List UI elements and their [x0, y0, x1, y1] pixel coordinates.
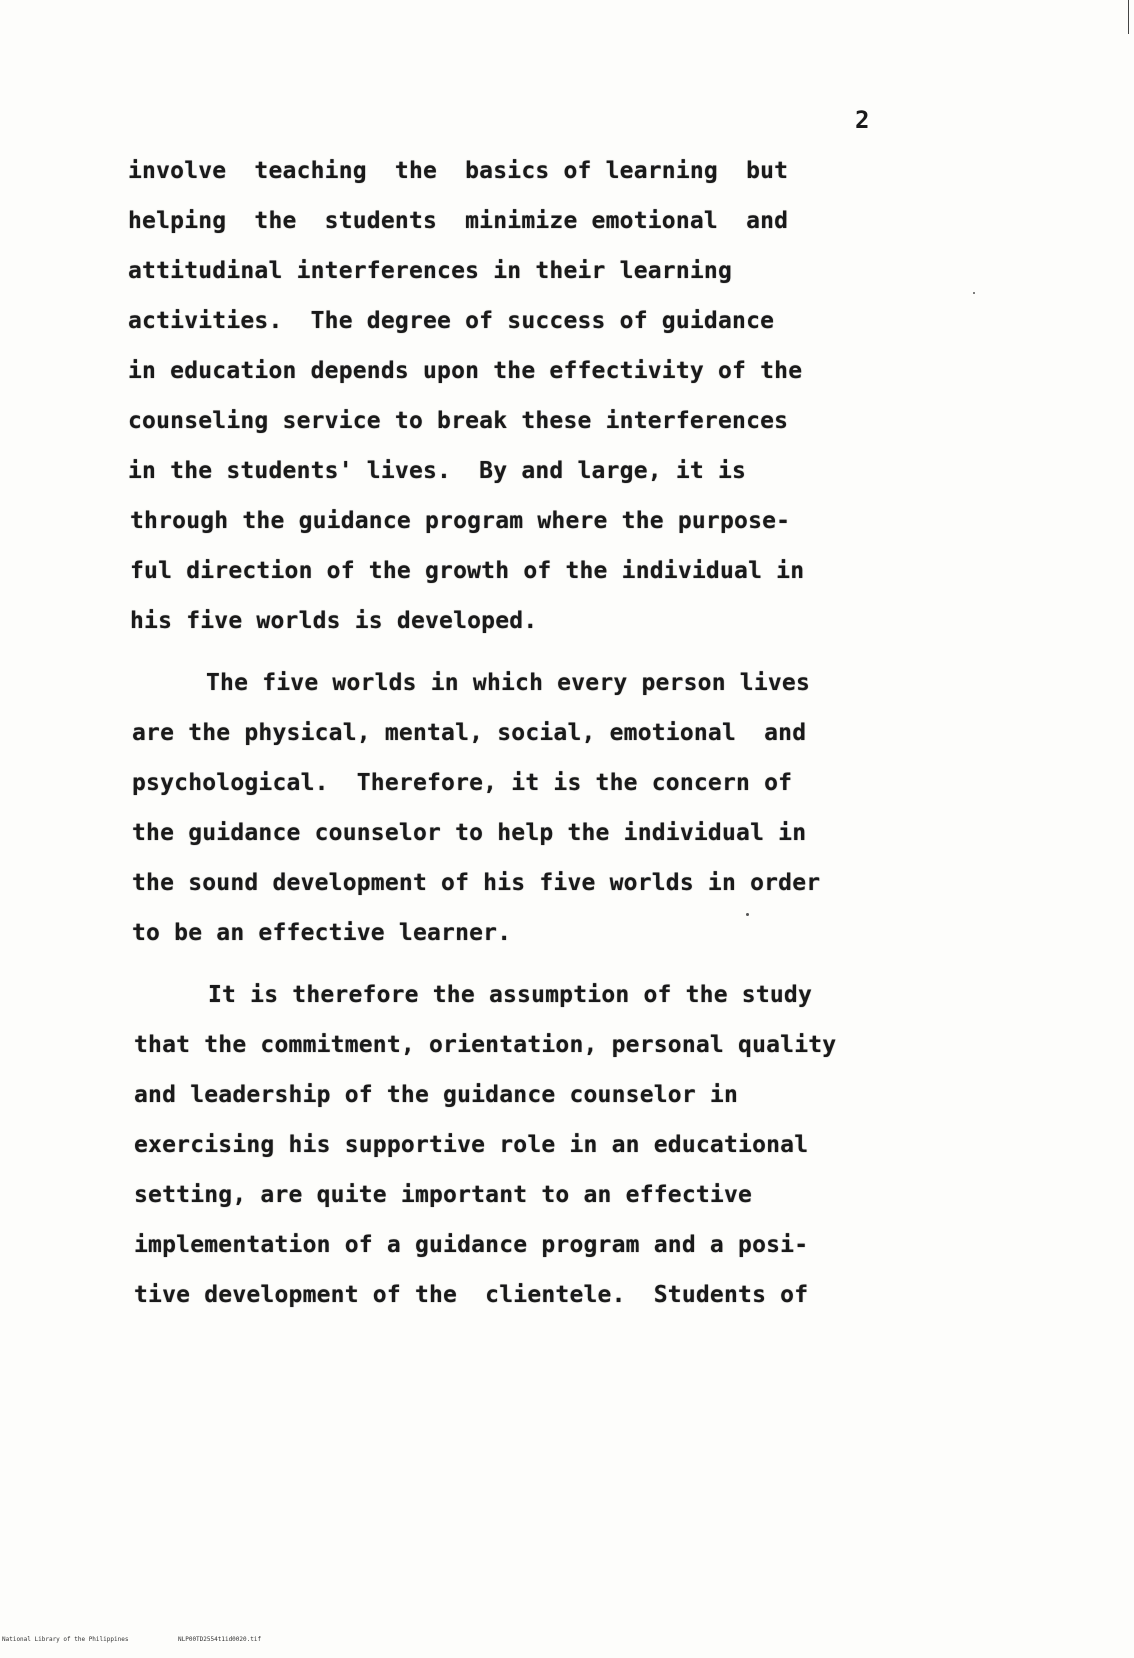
text-line: involve teaching the basics of learning but [128, 158, 789, 184]
text-line: psychological. Therefore, it is the concern of [132, 770, 793, 796]
text-line: the sound development of his five worlds in order [132, 870, 821, 896]
text-line: It is therefore the assumption of the study [208, 982, 813, 1008]
text-line: exercising his supportive role in an educational [134, 1132, 809, 1158]
scan-edge-mark [1128, 0, 1129, 34]
text-line: that the commitment, orientation, personal quality [134, 1032, 837, 1058]
text-line: in education depends upon the effectivity of the [128, 358, 803, 384]
text-line: implementation of a guidance program and a posi- [134, 1232, 809, 1258]
text-line: are the physical, mental, social, emotional and [132, 720, 807, 746]
text-line: setting, are quite important to an effective [134, 1182, 753, 1208]
text-line: in the students' lives. By and large, it is [128, 458, 747, 484]
text-line: tive development of the clientele. Students of [134, 1282, 809, 1308]
text-line: ful direction of the growth of the individual in [130, 558, 805, 584]
text-line: The five worlds in which every person lives [206, 670, 811, 696]
text-line: the guidance counselor to help the individual in [132, 820, 807, 846]
text-line: helping the students minimize emotional and [128, 208, 789, 234]
text-line: attitudinal interferences in their learning [128, 258, 733, 284]
text-line: to be an effective learner. [132, 920, 512, 946]
footer-file-id: NLP00TD2554t1id0020.tif [178, 1636, 262, 1643]
text-line: his five worlds is developed. [130, 608, 538, 634]
text-line: activities. The degree of success of guidance [128, 308, 775, 334]
text-line: counseling service to break these interferences [128, 408, 789, 434]
text-line: and leadership of the guidance counselor in [134, 1082, 739, 1108]
scan-speck [973, 292, 975, 294]
footer-library-credit: National Library of the Philippines [2, 1636, 129, 1643]
text-line: through the guidance program where the purpose- [130, 508, 791, 534]
page-number: 2 [855, 106, 870, 134]
scan-speck [746, 913, 749, 916]
